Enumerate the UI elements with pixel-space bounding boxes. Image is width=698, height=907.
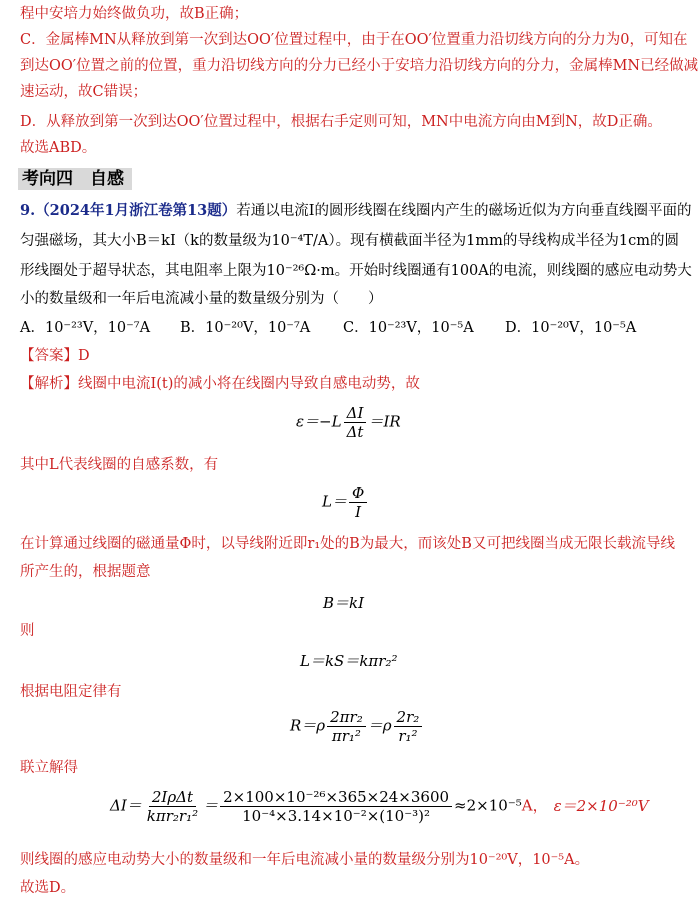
equation-delta-i: ΔI＝ $\frac{\text{2IρΔt}}{\text{kπr₂r₁²}}$ ＝ $\frac{\text{2×100×10⁻²⁶×365×24×3600}}{\text{10⁻⁴×3.14×10⁻²×(10⁻³)²}}$ ≈2×10⁻⁵A， ε＝2×10⁻²⁰V	[110, 788, 649, 825]
analysis-select: 故选D。	[20, 880, 76, 896]
equation-l-ks: L＝kS＝kπr₂²	[300, 652, 398, 670]
analysis-line-3: 在计算通过线圈的磁通量Φ时，以导线附近即r₁处的B为最大，而该处B又可把线圈当成无限长载流导线	[20, 536, 675, 552]
question-line-1	[20, 201, 692, 221]
question-line-3: 形线圈处于超导状态，其电阻率上限为10⁻²⁶Ω·m。开始时线圈通有100A的电流，则线圈的感应电动势大	[20, 263, 692, 279]
analysis-label: 【解析】	[20, 376, 78, 392]
analysis-line-6: 根据电阻定律有	[20, 684, 122, 700]
intro-c-line-1: C．金属棒MN从释放到第一次到达OO′位置过程中，由于在OO′位置重力沿切线方向的分力为0，可知在	[20, 32, 688, 48]
question-line-2: 匀强磁场，其大小B＝kI（k的数量级为10⁻⁴T/A）。现有横截面半径为1mm的导线构成半径为1cm的圆	[20, 233, 679, 249]
section-title: 考向四 自感	[22, 169, 124, 189]
question-number: 9.	[20, 202, 36, 219]
intro-b-conclusion: 程中安培力始终做负功，故B正确；	[20, 6, 249, 22]
analysis-line-1: 【解析】线圈中电流I(t)的减小将在线圈内导致自感电动势，故	[20, 376, 420, 392]
intro-c-line-3: 速运动，故C错误；	[20, 84, 148, 100]
option-a: A．10⁻²³V，10⁻⁷A	[20, 320, 151, 336]
equation-inductance: L＝ $\frac{\Phi}{I}$	[322, 484, 369, 521]
equation-field: B＝kI	[323, 594, 365, 612]
option-c: C．10⁻²³V，10⁻⁵A	[343, 320, 474, 336]
answer-value: D	[78, 348, 90, 364]
equation-emf: ε＝−L $\frac{\Delta I}{\Delta t}$ ＝IR	[296, 404, 401, 441]
intro-d-line: D．从释放到第一次到达OO′位置过程中，根据右手定则可知，MN中电流方向由M到N，故D正确。	[20, 114, 662, 130]
analysis-line-8: 则线圈的感应电动势大小的数量级和一年后电流减小量的数量级分别为10⁻²⁰V，10⁻⁵A。	[20, 852, 590, 868]
answer-line	[20, 346, 90, 366]
option-d: D．10⁻²⁰V，10⁻⁵A	[505, 320, 637, 336]
answer-label: 【答案】	[20, 348, 78, 364]
equation-resistance: R＝ρ $\frac{\text{2πr₂}}{\text{πr₁²}}$ ＝ρ $\frac{\text{2r₂}}{\text{r₁²}}$	[290, 708, 424, 745]
analysis-line-7: 联立解得	[20, 760, 78, 776]
intro-c-line-2: 到达OO′位置之前的位置，重力沿切线方向的分力已经小于安培力沿切线方向的分力，金属棒MN已经做减	[20, 58, 698, 74]
option-b: B．10⁻²⁰V，10⁻⁷A	[180, 320, 311, 336]
analysis-line-2: 其中L代表线圈的自感系数，有	[20, 457, 219, 473]
analysis-line-5: 则	[20, 623, 35, 639]
question-text-1: 若通以电流I的圆形线圈在线圈内产生的磁场近似为方向垂直线圈平面的	[236, 203, 692, 219]
analysis-line-4: 所产生的，根据题意	[20, 564, 151, 580]
question-line-4: 小的数量级和一年后电流减小量的数量级分别为（ ）	[20, 291, 383, 307]
question-source: （2024年1月浙江卷第13题）	[35, 202, 237, 219]
intro-select: 故选ABD。	[20, 140, 97, 156]
